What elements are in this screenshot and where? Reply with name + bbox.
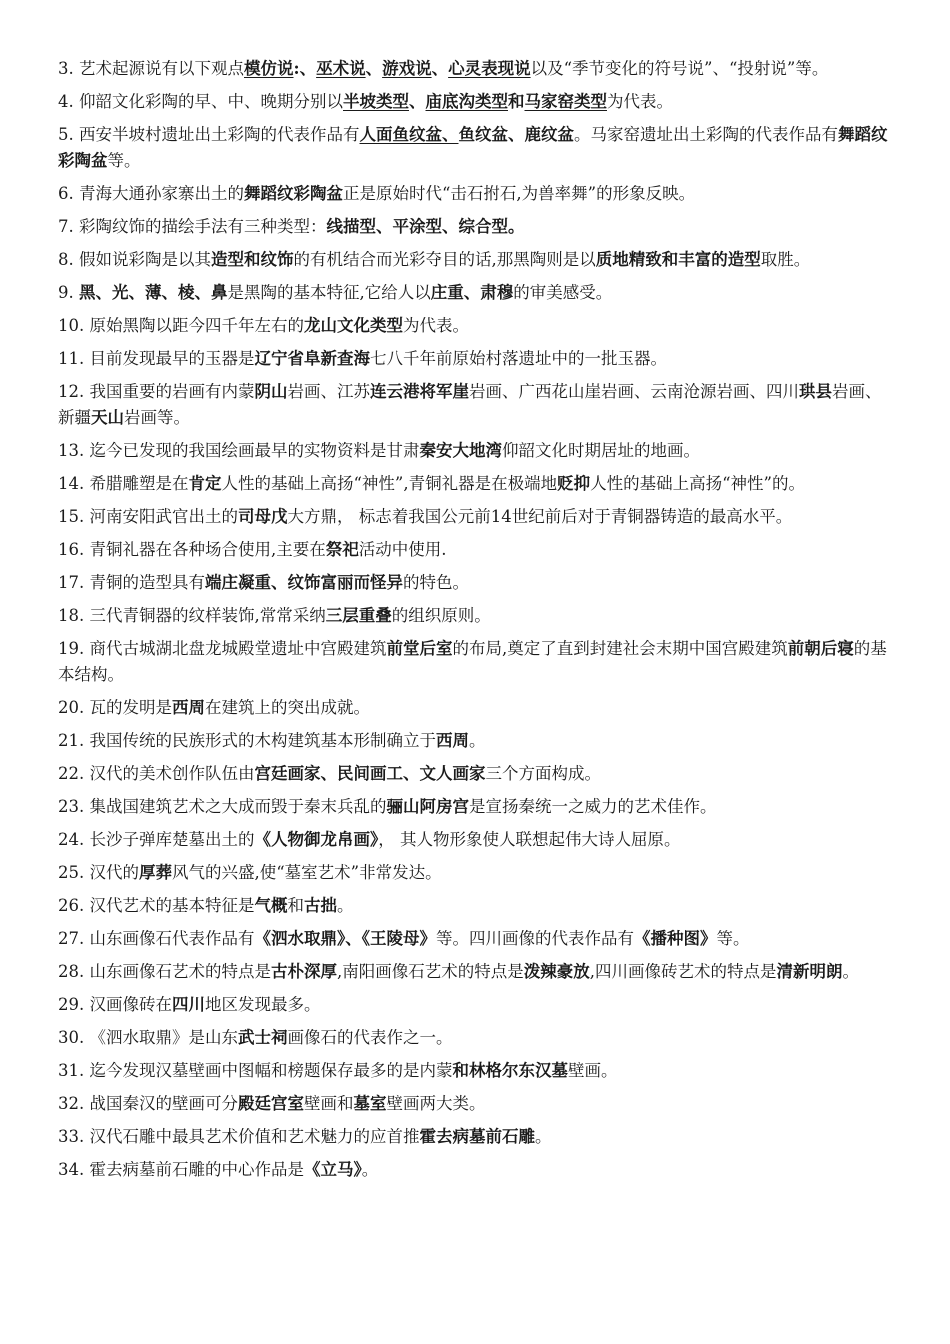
key-term: 端庄凝重、纹饰富丽而怪异 [205, 573, 403, 592]
key-term: 骊山阿房宫 [386, 797, 469, 816]
item-text: 14. 希腊雕塑是在 [58, 474, 189, 493]
item-text: 是宣扬秦统一之威力的艺术佳作。 [469, 797, 717, 816]
key-term: 模仿说 [244, 59, 294, 78]
key-term: 和 [508, 92, 525, 111]
item-text: 24. 长沙子弹库楚墓出土的 [58, 830, 255, 849]
key-term: 阴山 [254, 382, 288, 401]
key-term: 舞蹈纹彩陶盆 [244, 184, 343, 203]
key-term: 黑、光、薄、棱、鼻 [79, 283, 228, 302]
list-item [58, 471, 892, 497]
key-term: 气概 [254, 896, 288, 915]
key-term: 半坡类型 [343, 92, 409, 111]
key-term: 、 [508, 125, 525, 144]
list-item [58, 695, 892, 721]
key-term: 西周 [436, 731, 469, 750]
key-term: 《泗水取鼎》、《王陵母》 [254, 929, 436, 948]
item-text: 正是原始时代“击石拊石,为兽率舞”的形象反映。 [343, 184, 696, 203]
item-text: 25. 汉代的 [58, 863, 139, 882]
key-term: 和林格尔东汉墓 [452, 1061, 568, 1080]
item-text: 等。 [716, 929, 750, 948]
key-term: 祭祀 [325, 540, 359, 559]
item-text: 23. 集战国建筑艺术之大成而毁于秦末兵乱的 [58, 797, 387, 816]
item-text: 岩画等。 [124, 408, 190, 427]
item-text: 。 [842, 962, 859, 981]
list-item [58, 247, 892, 273]
item-text: 26. 汉代艺术的基本特征是 [58, 896, 255, 915]
key-term: 心灵表现说 [448, 59, 531, 78]
list-item [58, 280, 892, 306]
key-term: 四川 [172, 995, 205, 1014]
key-term: 秦安大地湾 [419, 441, 502, 460]
list-item [58, 926, 892, 952]
key-term: 《人物御龙帛画》 [254, 830, 379, 849]
item-text: 和 [287, 896, 304, 915]
key-term: 、 [409, 92, 426, 111]
list-item [58, 860, 892, 886]
item-text: 22. 汉代的美术创作队伍由 [58, 764, 255, 783]
list-item [58, 1025, 892, 1051]
item-text: 以及“季节变化的符号说”、“投射说”等。 [530, 59, 829, 78]
item-text: 岩画、新疆 [58, 382, 882, 427]
list-item [58, 1157, 892, 1183]
item-text: 的特色。 [403, 573, 469, 592]
list-item [58, 313, 892, 339]
item-text: 27. 山东画像石代表作品有 [58, 929, 255, 948]
item-text: 地区发现最多。 [205, 995, 321, 1014]
item-text: 3. 艺术起源说有以下观点 [58, 59, 244, 78]
key-term: 庄重、肃穆 [430, 283, 514, 302]
item-text: 七八千年前原始村落遗址中的一批玉器。 [370, 349, 667, 368]
key-term: :、 [293, 59, 317, 78]
list-item [58, 214, 892, 240]
key-term: 三层重叠 [325, 606, 392, 625]
item-text: 的布局,奠定了直到封建社会末期中国宫殿建筑 [452, 639, 788, 658]
key-term: 清新明朗 [776, 962, 843, 981]
item-text: 等。四川画像的代表作品有 [436, 929, 634, 948]
key-term: 前朝后寝 [787, 639, 854, 658]
item-text: 8. 假如说彩陶是以其 [58, 250, 211, 269]
key-term: 、 [365, 59, 383, 78]
item-text: 为代表。 [607, 92, 673, 111]
item-text: 34. 霍去病墓前石雕的中心作品是 [58, 1160, 304, 1179]
list-item [58, 438, 892, 464]
item-text: 33. 汉代石雕中最具艺术价值和艺术魅力的应首推 [58, 1127, 420, 1146]
item-text: 11. 目前发现最早的玉器是 [58, 349, 255, 368]
key-term: 巫术说 [316, 59, 366, 78]
list-item [58, 89, 892, 115]
item-text: 风气的兴盛,使“墓室艺术”非常发达。 [172, 863, 442, 882]
list-item [58, 827, 892, 853]
item-text: 在建筑上的突出成就。 [205, 698, 370, 717]
item-text: 壁画。 [568, 1061, 618, 1080]
key-term: 造型和纹饰 [211, 250, 294, 269]
item-text: 的基本结构。 [58, 639, 887, 684]
list-item [58, 794, 892, 820]
key-term: 泼辣豪放 [523, 962, 590, 981]
key-term: 厚葬 [139, 863, 172, 882]
key-term: 古拙 [304, 896, 337, 915]
item-text: 13. 迄今已发现的我国绘画最早的实物资料是甘肃 [58, 441, 420, 460]
list-item [58, 346, 892, 372]
item-text: 为代表。 [403, 316, 469, 335]
list-item [58, 570, 892, 596]
key-term: 肯定 [188, 474, 222, 493]
item-text: 7. 彩陶纹饰的描绘手法有三种类型： [58, 217, 327, 236]
item-text: 取胜。 [760, 250, 811, 269]
item-text: 活动中使用. [358, 540, 447, 559]
key-term: 、 [431, 59, 449, 78]
item-text: 。 [469, 731, 486, 750]
item-text: 等。 [107, 151, 141, 170]
key-term: 庙底沟类型 [425, 92, 508, 111]
list-item [58, 56, 892, 82]
key-term: 殿廷宫室 [238, 1094, 304, 1113]
item-text: 。 [361, 1160, 379, 1179]
item-text: 。 [535, 1127, 552, 1146]
item-text: ， 其人物形象使人联想起伟大诗人屈原。 [378, 830, 681, 849]
item-text: 9. [58, 283, 79, 302]
item-text: 大方鼎， 标志着我国公元前14世纪前后对于青铜器铸造的最高水平。 [287, 507, 793, 526]
item-text: 的审美感受。 [513, 283, 613, 302]
list-item [58, 603, 892, 629]
key-term: 武士祠 [238, 1028, 288, 1047]
key-term: 宫廷画家、民间画工、文人画家 [254, 764, 486, 783]
list-item [58, 1124, 892, 1150]
key-term: 人面鱼纹盆、 [359, 125, 459, 144]
key-term: 辽宁省阜新查海 [254, 349, 370, 368]
list-item [58, 181, 892, 207]
item-text: 10. 原始黑陶以距今四千年左右的 [58, 316, 304, 335]
item-text: 人性的基础上高扬“神性”的。 [590, 474, 805, 493]
list-item [58, 893, 892, 919]
key-term: 贬抑 [557, 474, 591, 493]
key-term: 墓室 [353, 1094, 387, 1113]
key-term: 天山 [91, 408, 124, 427]
item-text: 21. 我国传统的民族形式的木构建筑基本形制确立于 [58, 731, 436, 750]
item-text: 20. 瓦的发明是 [58, 698, 172, 717]
list-item [58, 1058, 892, 1084]
item-text: ,四川画像砖艺术的特点是 [589, 962, 777, 981]
item-text: 的组织原则。 [391, 606, 491, 625]
key-term: 司母戊 [238, 507, 288, 526]
list-item [58, 504, 892, 530]
item-text: 岩画、江苏 [287, 382, 370, 401]
item-text: 19. 商代古城湖北盘龙城殿堂遗址中宫殿建筑 [58, 639, 387, 658]
key-term: 《立马》 [304, 1160, 362, 1179]
key-term: 鱼纹盆 [458, 125, 508, 144]
key-term: 线描型、平涂型、综合型。 [326, 217, 525, 236]
key-term: 前堂后室 [386, 639, 453, 658]
item-text: 6. 青海大通孙家寨出土的 [58, 184, 244, 203]
key-term: 鹿纹盆 [524, 125, 574, 144]
item-text: 人性的基础上高扬“神性”,青铜礼器是在极端地 [221, 474, 558, 493]
list-item [58, 728, 892, 754]
item-text: 三个方面构成。 [485, 764, 601, 783]
key-term: 游戏说 [382, 59, 432, 78]
item-text: 28. 山东画像石艺术的特点是 [58, 962, 271, 981]
item-text: 15. 河南安阳武官出土的 [58, 507, 238, 526]
item-text: ,南阳画像石艺术的特点是 [337, 962, 524, 981]
key-term: 西周 [172, 698, 205, 717]
item-text: 29. 汉画像砖在 [58, 995, 172, 1014]
key-term: 古朴深厚 [271, 962, 337, 981]
item-text: 壁画两大类。 [386, 1094, 486, 1113]
item-text: 17. 青铜的造型具有 [58, 573, 205, 592]
key-term: 舞蹈纹彩陶盆 [58, 125, 888, 170]
item-text: 30. 《泗水取鼎》是山东 [58, 1028, 238, 1047]
list-item [58, 636, 892, 688]
item-text: 仰韶文化时期居址的地画。 [502, 441, 700, 460]
item-text: 岩画、广西花山崖岩画、云南沧源岩画、四川 [469, 382, 799, 401]
list-item [58, 992, 892, 1018]
item-text: 壁画和 [304, 1094, 354, 1113]
list-item [58, 122, 892, 174]
item-text: 画像石的代表作之一。 [287, 1028, 453, 1047]
item-text: 18. 三代青铜器的纹样装饰,常常采纳 [58, 606, 326, 625]
key-term: 珙县 [799, 382, 832, 401]
list-item [58, 1091, 892, 1117]
item-text: 是黑陶的基本特征,它给人以 [227, 283, 431, 302]
list-item [58, 379, 892, 431]
item-text: 12. 我国重要的岩画有内蒙 [58, 382, 255, 401]
list-item [58, 761, 892, 787]
key-term: 马家窑类型 [524, 92, 607, 111]
item-text: 的有机结合而光彩夺目的话,那黑陶则是以 [293, 250, 596, 269]
key-term: 龙山文化类型 [304, 316, 403, 335]
item-text: 16. 青铜礼器在各种场合使用,主要在 [58, 540, 326, 559]
item-text: 。 [337, 896, 354, 915]
item-text: 5. 西安半坡村遗址出土彩陶的代表作品有 [58, 125, 360, 144]
list-item [58, 537, 892, 563]
key-term: 连云港将军崖 [370, 382, 469, 401]
item-text: 32. 战国秦汉的壁画可分 [58, 1094, 238, 1113]
item-text: 4. 仰韶文化彩陶的早、中、晚期分别以 [58, 92, 343, 111]
list-item [58, 959, 892, 985]
key-term: 《播种图》 [634, 929, 717, 948]
key-term: 霍去病墓前石雕 [419, 1127, 535, 1146]
item-text: 。马家窑遗址出土彩陶的代表作品有 [574, 125, 838, 144]
item-text: 31. 迄今发现汉墓壁画中图幅和榜题保存最多的是内蒙 [58, 1061, 453, 1080]
key-term: 质地精致和丰富的造型 [595, 250, 761, 269]
